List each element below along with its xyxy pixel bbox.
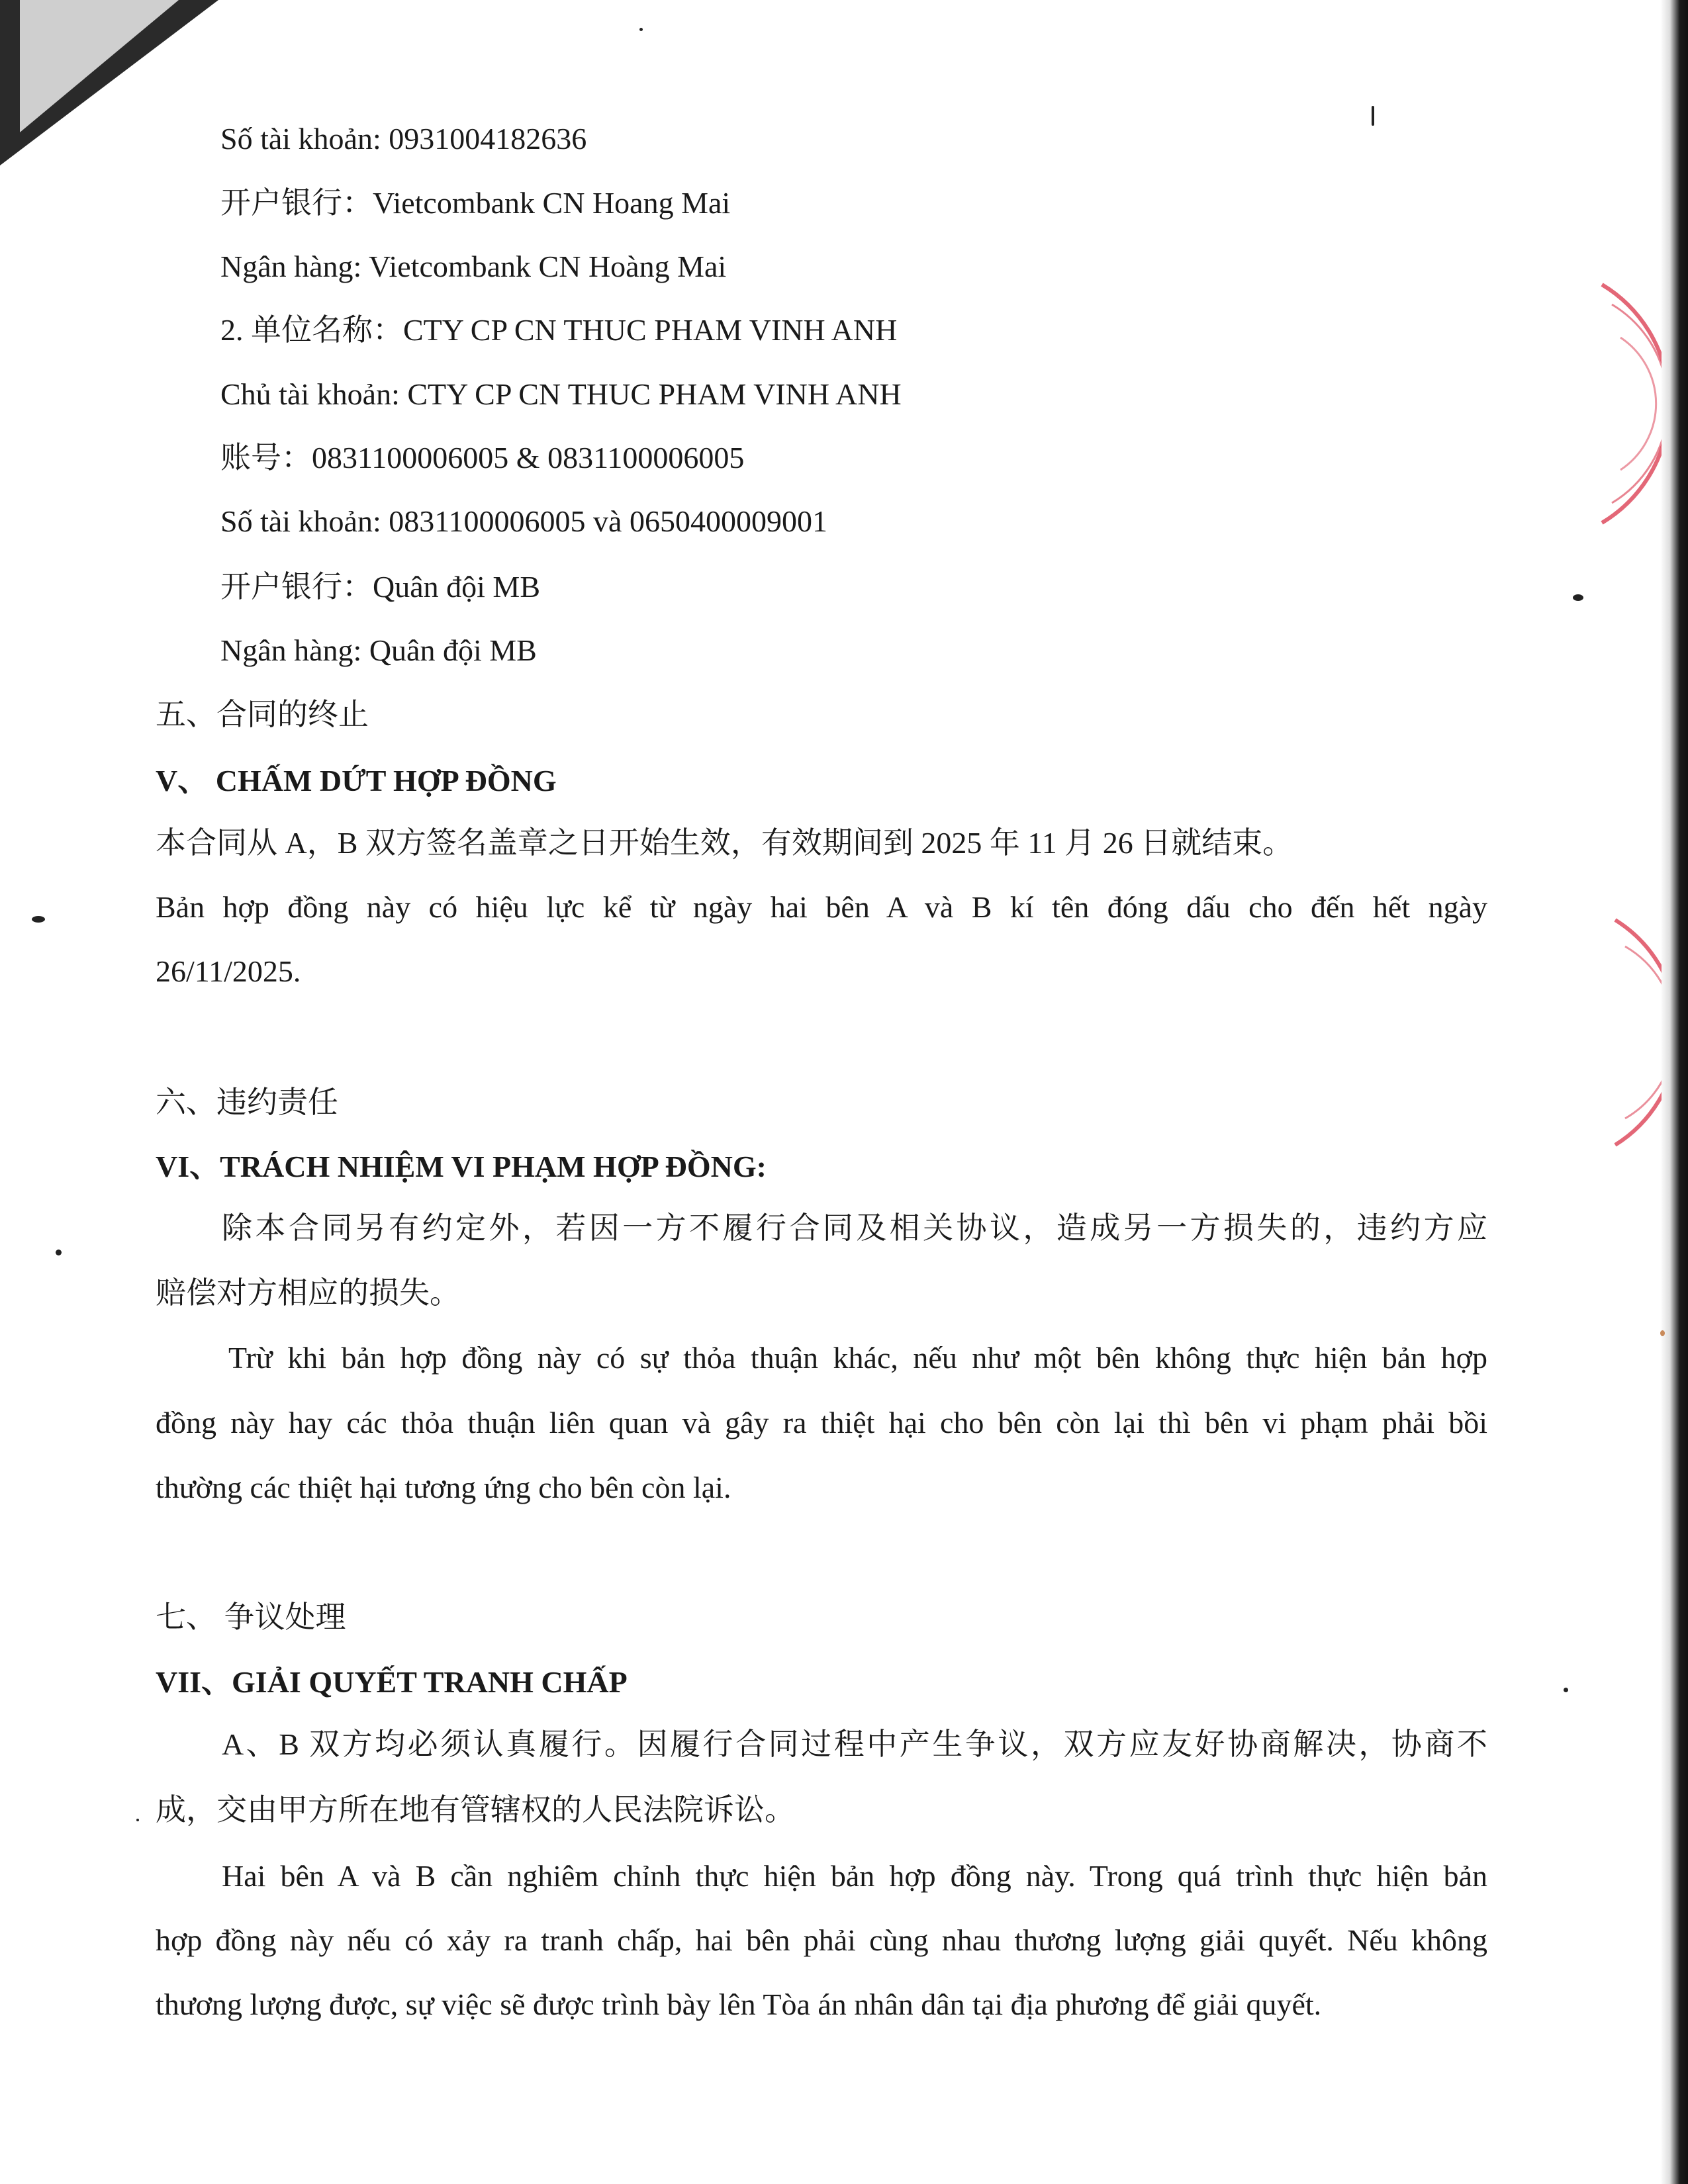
- section-5-body-vn-2: 26/11/2025.: [156, 954, 301, 988]
- bank-name-cn-2: 开户银行：Quân đội MB: [220, 570, 540, 604]
- section-5-body-vn-1: Bản hợp đồng này có hiệu lực kể từ ngày hai bên A và B kí tên đóng dấu cho đến hết ngày: [156, 890, 1487, 924]
- scan-speck: [32, 916, 45, 923]
- section-6-body-cn-1: 除本合同另有约定外，若因一方不履行合同及相关协议，造成另一方损失的，违约方应: [222, 1211, 1487, 1245]
- bank-name-vn-1: Ngân hàng: Vietcombank CN Hoàng Mai: [220, 250, 727, 283]
- scan-speck: [1372, 106, 1374, 126]
- account-number-cn-2: 账号：0831100006005 & 0831100006005: [220, 441, 745, 475]
- seal-stamp-lower: [1602, 913, 1662, 1152]
- scan-speck: [639, 28, 643, 31]
- section-7-body-vn-3: thương lượng được, sự việc sẽ được trình bày lên Tòa án nhân dân tại địa phương để giải quyết.: [156, 1987, 1322, 2021]
- account-number-vn-2: Số tài khoản: 0831100006005 và 0650400009001: [220, 504, 827, 538]
- account-holder-2: Chủ tài khoản: CTY CP CN THUC PHAM VINH ANH: [220, 377, 902, 411]
- section-5-heading-vn: V、 CHẤM DỨT HỢP ĐỒNG: [156, 764, 557, 797]
- section-7-body-vn-2: hợp đồng này nếu có xảy ra tranh chấp, hai bên phải cùng nhau thương lượng giải quyết. Nếu không: [156, 1923, 1487, 1957]
- scan-speck: [1660, 1330, 1665, 1336]
- section-7-heading-cn: 七、 争议处理: [156, 1600, 346, 1634]
- seal-stamp-upper: [1589, 278, 1662, 529]
- section-7-body-cn-1: A、B 双方均必须认真履行。因履行合同过程中产生争议，双方应友好协商解决，协商不: [222, 1727, 1487, 1761]
- section-7-heading-vn: VII、GIẢI QUYẾT TRANH CHẤP: [156, 1665, 628, 1699]
- section-6-body-vn-2: đồng này hay các thỏa thuận liên quan và gây ra thiệt hại cho bên còn lại thì bên vi phạm phải bồi: [156, 1406, 1487, 1439]
- bank-name-vn-2: Ngân hàng: Quân đội MB: [220, 633, 537, 667]
- section-5-body-cn: 本合同从 A，B 双方签名盖章之日开始生效，有效期间到 2025 年 11 月 26 日就结束。: [156, 826, 1293, 860]
- section-6-body-cn-2: 赔偿对方相应的损失。: [156, 1276, 460, 1310]
- folded-corner-highlight: [20, 0, 179, 132]
- scan-edge-shadow: [1660, 0, 1688, 2184]
- bank-name-cn-1: 开户银行：Vietcombank CN Hoang Mai: [220, 186, 731, 220]
- section-5-heading-cn: 五、合同的终止: [156, 698, 369, 731]
- section-7-body-vn-1: Hai bên A và B cần nghiêm chỉnh thực hiện bản hợp đồng này. Trong quá trình thực hiện bản: [222, 1859, 1487, 1893]
- scan-speck: [56, 1250, 62, 1255]
- section-6-heading-vn: VI、TRÁCH NHIỆM VI PHẠM HỢP ĐỒNG:: [156, 1150, 767, 1183]
- scan-speck: [1573, 594, 1583, 601]
- scan-speck: [1564, 1688, 1568, 1692]
- unit-name-2: 2. 单位名称：CTY CP CN THUC PHAM VINH ANH: [220, 313, 898, 347]
- section-6-heading-cn: 六、违约责任: [156, 1085, 338, 1119]
- section-6-body-vn-1: Trừ khi bản hợp đồng này có sự thỏa thuận khác, nếu như một bên không thực hiện bản hợp: [228, 1341, 1487, 1375]
- section-6-body-vn-3: thường các thiệt hại tương ứng cho bên còn lại.: [156, 1471, 731, 1504]
- section-7-body-cn-2: 成，交由甲方所在地有管辖权的人民法院诉讼。: [156, 1793, 795, 1827]
- account-number-line-1: Số tài khoản: 0931004182636: [220, 122, 587, 156]
- scan-speck: [136, 1819, 139, 1821]
